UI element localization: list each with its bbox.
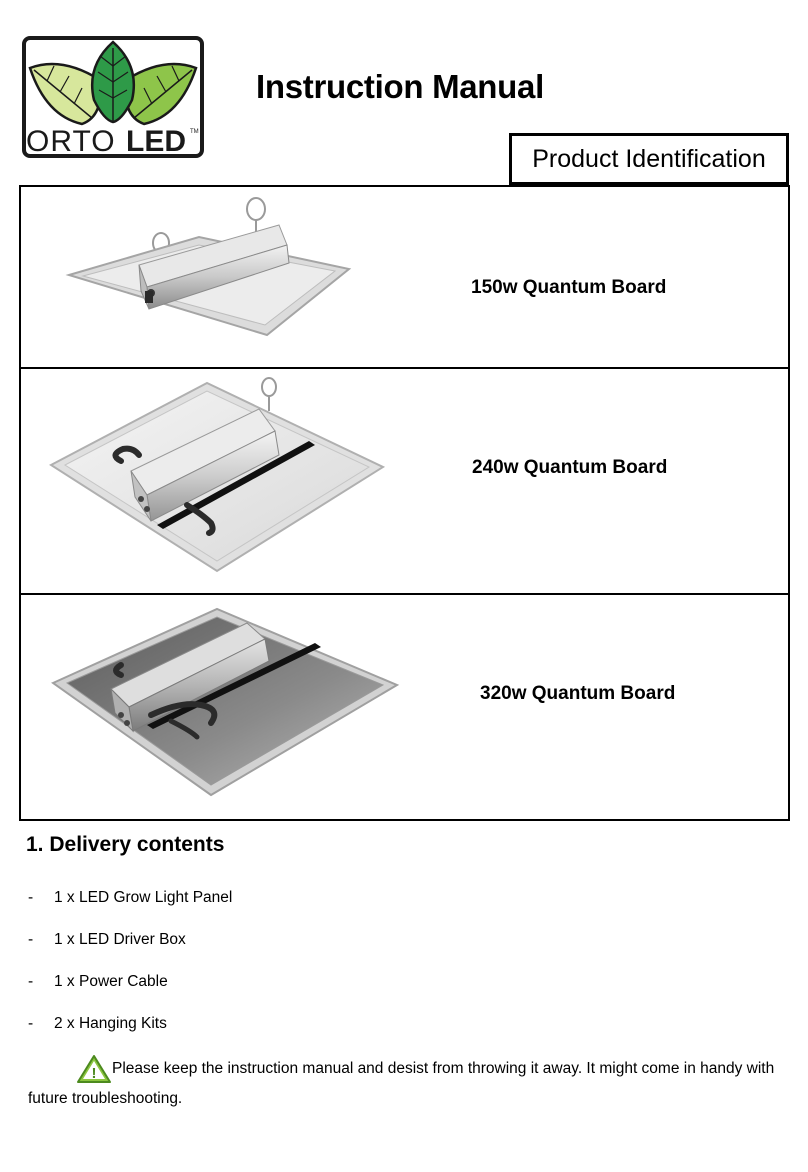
warning-text: Please keep the instruction manual and desist from throwing it away. It might come in handy with future troubleshooting. [28, 1060, 775, 1107]
warning-note [28, 1054, 788, 1114]
list-bullet: - [28, 973, 34, 990]
warning-mark: ! [91, 1065, 97, 1082]
list-item [28, 1015, 167, 1033]
product-label-150w: 150w Quantum Board [471, 277, 667, 298]
product-row-150w [21, 187, 788, 369]
list-item-text: 1 x LED Driver Box [54, 931, 186, 948]
delivery-contents-heading: 1. Delivery contents [26, 833, 225, 856]
product-row-240w [21, 369, 788, 595]
logo-text-orto: ORTO [26, 125, 116, 158]
list-bullet: - [28, 931, 34, 948]
warning-triangle-icon [76, 1054, 112, 1084]
list-item [28, 973, 168, 991]
product-label-320w: 320w Quantum Board [480, 683, 676, 704]
logo-trademark: TM [190, 129, 199, 135]
list-item [28, 931, 186, 949]
product-image-320w [51, 605, 407, 813]
product-image-240w [47, 375, 393, 587]
list-bullet: - [28, 889, 34, 906]
list-item-text: 1 x Power Cable [54, 973, 168, 990]
product-row-320w [21, 595, 788, 821]
page-title: Instruction Manual [256, 68, 544, 105]
list-bullet: - [28, 1015, 34, 1032]
product-identification-heading: Product Identification [509, 133, 789, 185]
product-table [19, 185, 790, 821]
list-item-text: 2 x Hanging Kits [54, 1015, 167, 1032]
ortoled-logo [22, 36, 204, 158]
product-label-240w: 240w Quantum Board [472, 457, 668, 478]
list-item-text: 1 x LED Grow Light Panel [54, 889, 233, 906]
list-item [28, 889, 232, 907]
logo-text-led: LED [126, 125, 186, 158]
product-image-150w [49, 197, 361, 357]
